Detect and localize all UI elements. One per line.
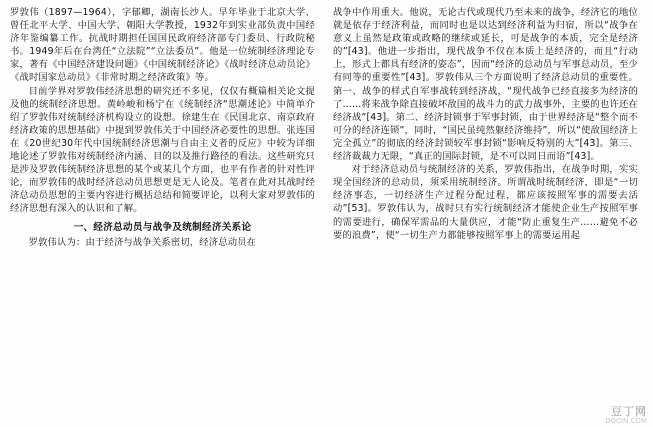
- paragraph: 目前学界对罗敦伟经济思想的研究还不多见，仅仅有概篇相关论文提及他的统制经济思想。黄岭峻和杨宁在《统制经济“思潮述论》中简单介绍了罗敦伟对统制经济机构设立的设想。徐建生在《民国北京、南京政府经济政策的思想基础》中提到罗敦伟关于中国经济必要性的思想。张连国在《20世纪30年代中国统制经济思潮与自由主义者的反应》中较为详细地论述了罗敦伟对统制经济内涵、目的以及推行路径的看法。这些研究只是涉及罗敦伟统制经济思想的某个或某几个方面，也平有作者的针对性评论，而罗敦伟的战时经济总动员思想更是无人论及。笔者在此对其战时经济总动员思想的主要内容进行概括总结和简要评论，以利大家对罗敦伟的经济思想有深入的认识和了解。: [10, 85, 315, 215]
- left-column: [10, 6, 315, 423]
- two-column-layout: [10, 6, 643, 423]
- paragraph: 罗敦伟认为：由于经济与战争关系密切，经济总动员在: [28, 236, 257, 248]
- watermark-subtext: DOCIN.COM: [605, 416, 647, 425]
- watermark: [605, 406, 647, 425]
- watermark-text: 豆丁网: [611, 405, 647, 419]
- right-column: [333, 6, 638, 423]
- paragraph: 战争中作用重大。他说，无论古代或现代乃至未来的战争，经济它的地位就是依存于经济利益，而同时也是以达到经济利益为归宿，所以“战争在意义上虽然是政策或政略的继续或延长，可是战争的本质，完全是经济的”[43]。他进一步指出，现代战争不仅在本质上是经济的，而且“行动上，形式上都具有经济的姿态”，因而“经济的总动员与军事总动员，至少有同等的重要性”[43]。罗敦伟从三个方面说明了经济总动员的重要性。第一、战争的样式自军事战转到经济战，“现代战争已经直接多为经济的了……将来战争除直接破坏敌国的战斗力的武力战事外，主要的也许还在经济战”[43]。第二、经济封锁事于军事封锁，由于世界经济是“整个而不可分的经济连锁”，同时，“国民虽纯然躯经济维持”，所以“使敌国经济上完全孤立”的彻底的经济封锁较军事封锁“影响反特别的大”[43]。第三、经济裁裁力无限，“真正的国际封锁，是不可以同日而语”[43]。: [333, 7, 638, 163]
- paragraph: 对于经济总动员与统制经济的关系，罗敦伟指出，在战争时期，实实现全国经济的总动员，须采用统制经济。所谓战时统制经济，即是“一切经济事态，一切经济生产过程分配过程，都应该按照军事的需要去活动”[53]。罗敦伟认为，战时只有实行统制经济才能使企业生产按照军事的需要进行，确保军需品的大量供应，才能“防止重复生产……避免不必要的浪费”，使“一切生产力都能够按照军事上的需要运用起: [333, 164, 638, 241]
- paragraph: 罗敦伟（1897—1964），字郁卿，湖南长沙人。早年毕业于北京大学、曾任北平大学、中国大学、朝阳大学教授，1932年到实业部负责中国经济年鉴编纂工作。抗战时期担任国国民政府经济部专门委员、行政院秘书。1949年后在台湾任“立法院”“立法委员”。他是一位统制经济理论专家，著有《中国经济建设问题》《中国统制经济论》《战时经济总动员论》《战时国家总动员》《非常时期之经济政策》等。: [10, 7, 315, 84]
- section-heading: 一、经济总动员与战争及统制经济关系论: [73, 221, 252, 233]
